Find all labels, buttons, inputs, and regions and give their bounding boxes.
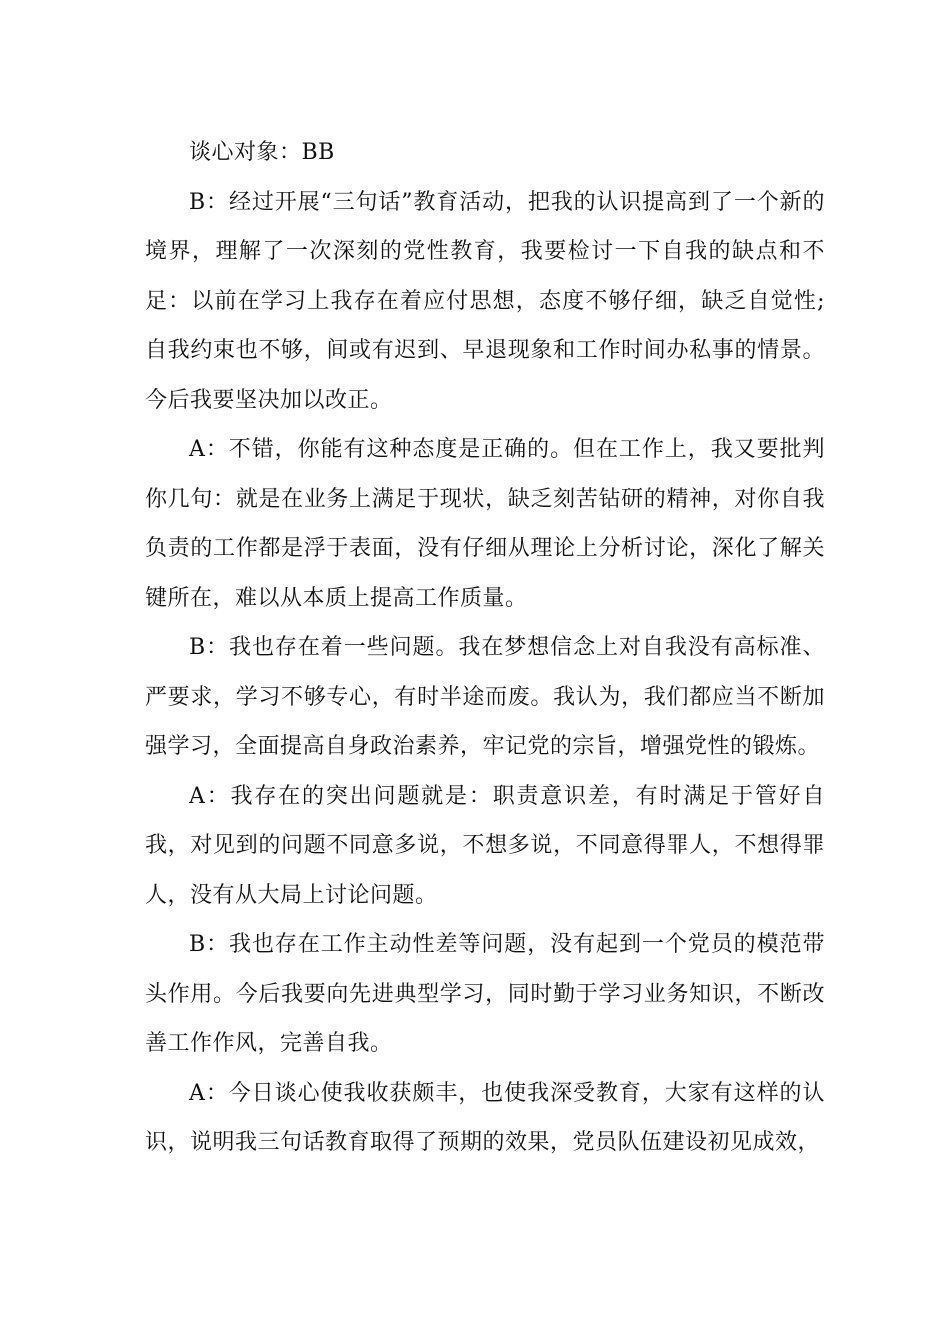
document-body	[145, 128, 825, 1168]
paragraph-b-2: B：我也存在着一些问题。我在梦想信念上对自我没有高标准、严要求，学习不够专心，有时半途而废。我认为，我们都应当不断加强学习，全面提高自身政治素养，牢记党的宗旨，增强党性的锻炼。	[145, 635, 825, 759]
paragraph-a-2: A：我存在的突出问题就是：职责意识差，有时满足于管好自我，对见到的问题不同意多说，不想多说，不同意得罪人，不想得罪人，没有从大局上讨论问题。	[145, 783, 825, 908]
paragraph-a-3: A：今日谈心使我收获颇丰，也使我深受教育，大家有这样的认识，说明我三句话教育取得了预期的效果，党员队伍建设初见成效，	[145, 1080, 825, 1155]
paragraph-b-3: B：我也存在工作主动性差等问题，没有起到一个党员的模范带头作用。今后我要向先进典型学习，同时勤于学习业务知识，不断改善工作作风，完善自我。	[145, 932, 825, 1056]
paragraph-subject: 谈心对象：BB	[189, 140, 335, 165]
paragraph-a-1: A：不错，你能有这种态度是正确的。但在工作上，我又要批判你几句：就是在业务上满足于现状，缺乏刻苦钻研的精神，对你自我负责的工作都是浮于表面，没有仔细从理论上分析讨论，深化了解关键所在，难以从本质上提高工作质量。	[145, 437, 825, 611]
paragraph-b-1: B：经过开展“三句话”教育活动，把我的认识提高到了一个新的境界，理解了一次深刻的党性教育，我要检讨一下自我的缺点和不足：以前在学习上我存在着应付思想，态度不够仔细，缺乏自觉性;自我约束也不够，间或有迟到、早退现象和工作时间办私事的情景。今后我要坚决加以改正。	[145, 189, 825, 413]
